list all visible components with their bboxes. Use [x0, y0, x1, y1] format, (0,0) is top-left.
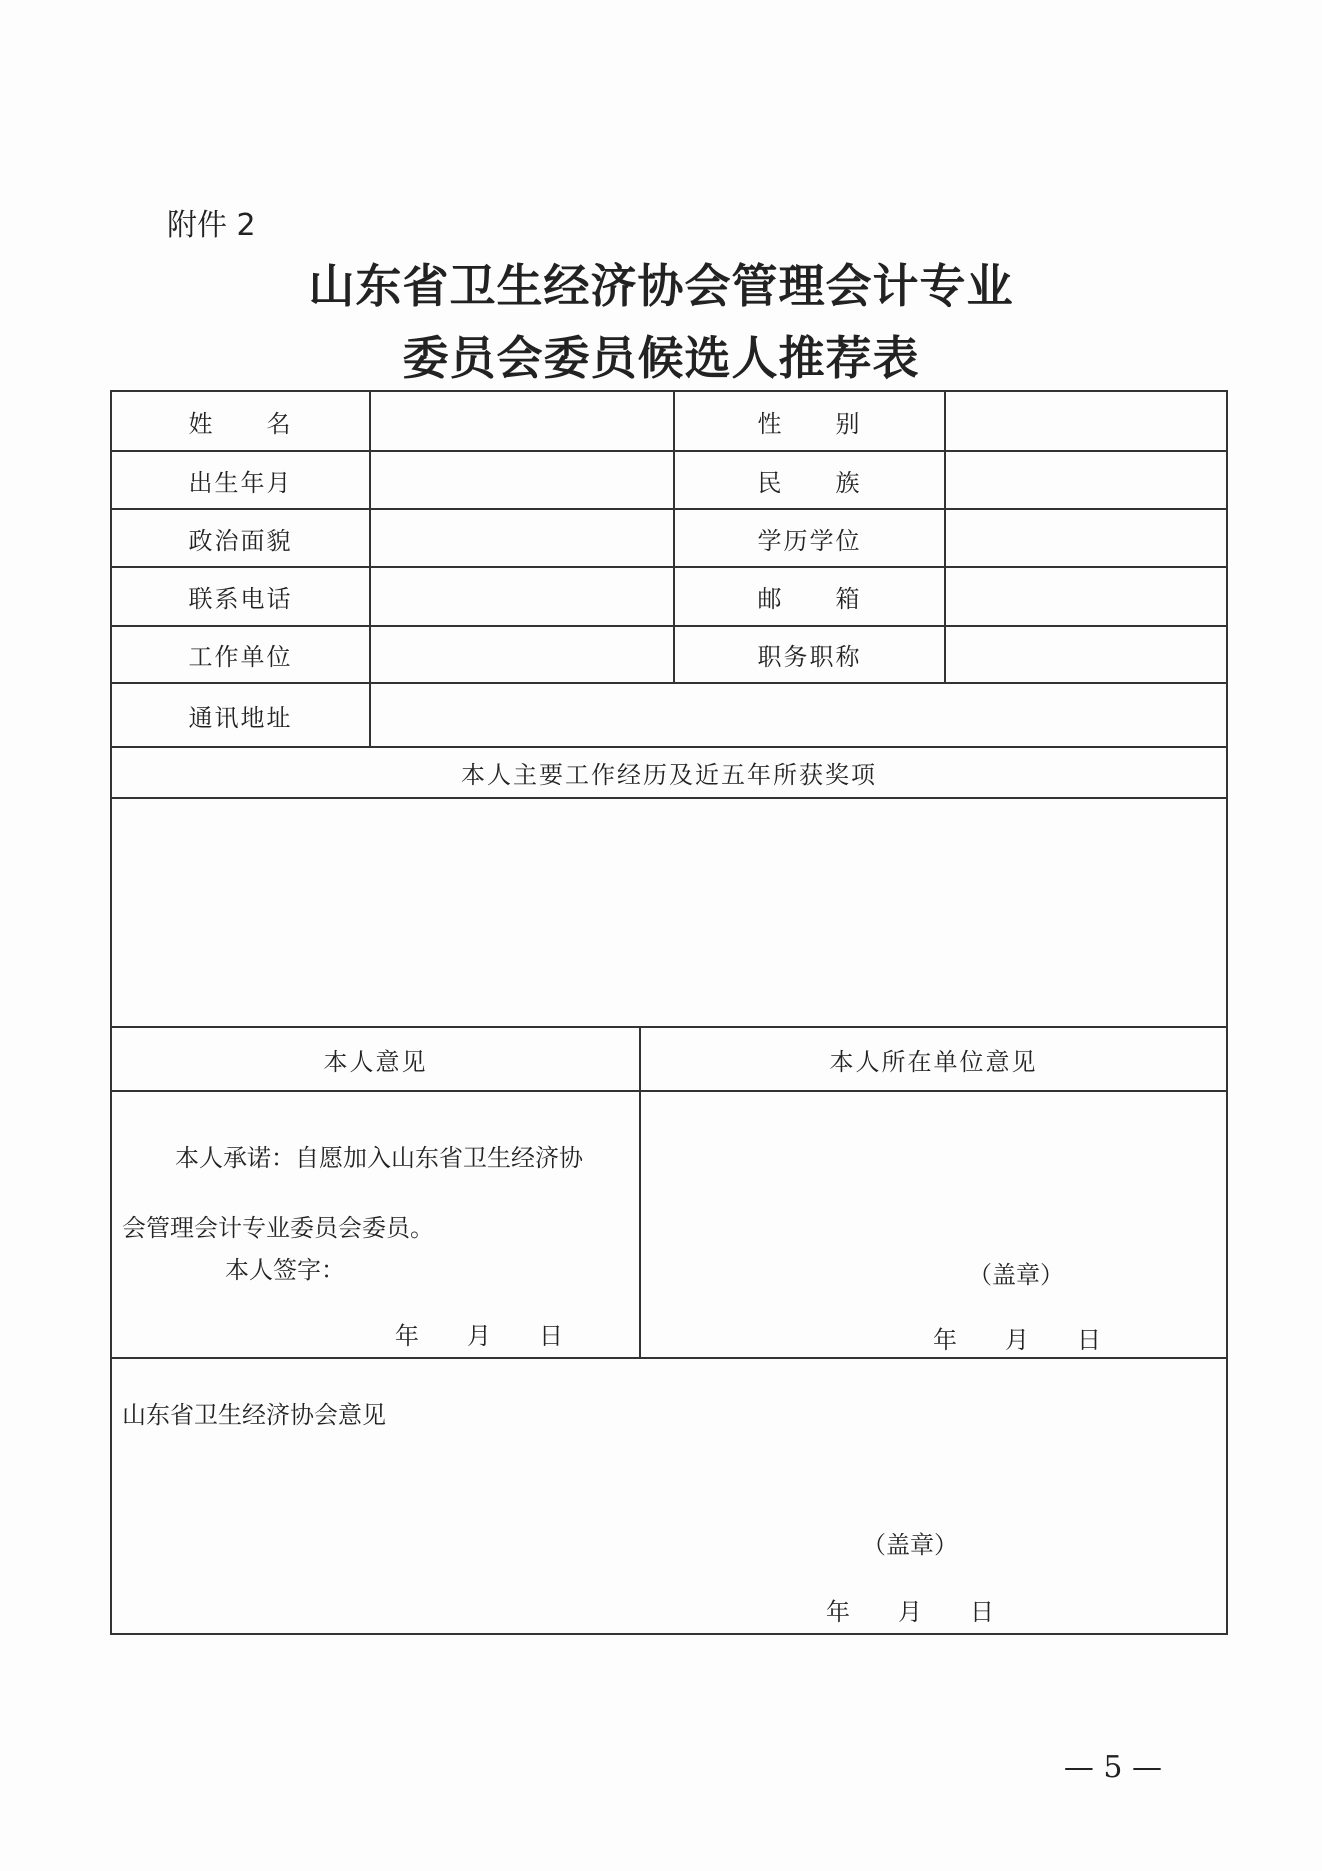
- ethnicity-field[interactable]: [946, 452, 1226, 508]
- birth-field[interactable]: [371, 452, 673, 508]
- title-line-1: 山东省卫生经济协会管理会计专业: [308, 259, 1014, 313]
- label-phone: 联系电话: [188, 585, 293, 613]
- signature-label: 本人签字：: [225, 1256, 345, 1284]
- gender-field[interactable]: [946, 392, 1226, 450]
- position-field[interactable]: [946, 627, 1226, 682]
- label-education: 学历学位: [757, 526, 862, 555]
- employer-field[interactable]: [371, 627, 673, 682]
- unit-opinion-header: 本人所在单位意见: [829, 1047, 1038, 1076]
- title-line-2: 委员会委员候选人推荐表: [402, 331, 920, 385]
- association-seal: （盖章）: [862, 1531, 958, 1559]
- education-field[interactable]: [946, 510, 1226, 566]
- label-birth: 出生年月: [188, 468, 293, 497]
- label-ethnicity: 民 族: [757, 468, 862, 497]
- unit-seal: （盖章）: [968, 1261, 1064, 1289]
- political-field[interactable]: [371, 510, 673, 566]
- email-field[interactable]: [946, 568, 1226, 625]
- pledge-line-2: 会管理会计专业委员会委员。: [122, 1214, 434, 1242]
- phone-field[interactable]: [371, 568, 673, 625]
- address-field[interactable]: [371, 684, 1226, 746]
- association-date: 年 月 日: [826, 1598, 994, 1626]
- experience-header: 本人主要工作经历及近五年所获奖项: [461, 761, 877, 789]
- unit-date: 年 月 日: [933, 1326, 1101, 1354]
- pledge-line-1: 本人承诺：自愿加入山东省卫生经济协: [175, 1144, 583, 1172]
- attachment-label: 附件 2: [167, 208, 256, 243]
- association-opinion-header: 山东省卫生经济协会意见: [122, 1401, 386, 1429]
- label-email: 邮 箱: [757, 585, 862, 613]
- self-opinion-header: 本人意见: [323, 1047, 428, 1076]
- label-position: 职务职称: [757, 643, 862, 671]
- label-address: 通讯地址: [188, 703, 293, 732]
- label-name: 姓 名: [188, 409, 293, 438]
- label-employer: 工作单位: [188, 643, 293, 671]
- name-field[interactable]: [371, 392, 673, 450]
- self-date: 年 月 日: [395, 1322, 563, 1350]
- page-number: — 5 —: [1063, 1750, 1162, 1785]
- experience-field[interactable]: [112, 799, 1226, 1026]
- label-gender: 性 别: [757, 409, 862, 438]
- label-political: 政治面貌: [188, 526, 293, 555]
